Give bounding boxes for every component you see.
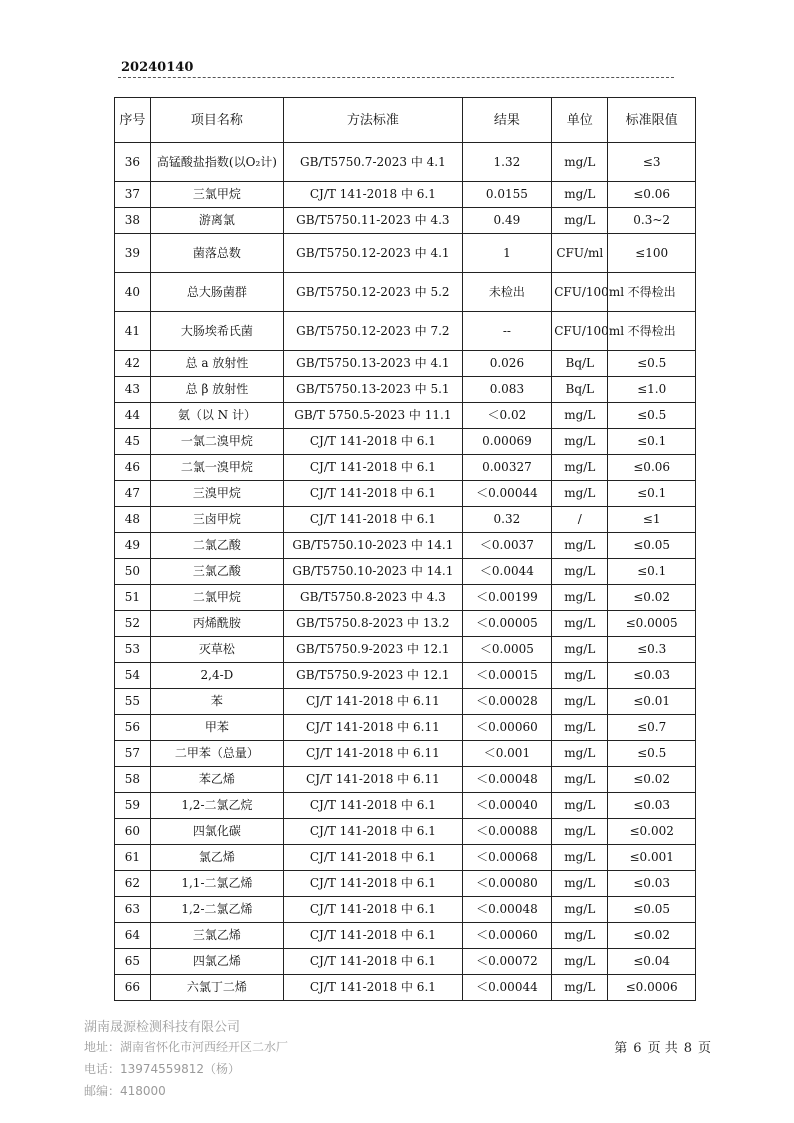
- cell-limit: ≤0.03: [608, 663, 696, 689]
- cell-unit: mg/L: [552, 689, 608, 715]
- table-row: [115, 273, 696, 312]
- cell-limit: ≤0.1: [608, 429, 696, 455]
- cell-limit: ≤0.1: [608, 559, 696, 585]
- footer-company: 湖南晟源检测科技有限公司: [84, 1020, 241, 1035]
- column-header-item: 项目名称: [150, 98, 284, 143]
- table-row: [115, 351, 696, 377]
- cell-name: 一氯二溴甲烷: [150, 429, 284, 455]
- cell-limit: ≤0.02: [608, 923, 696, 949]
- table-row: [115, 611, 696, 637]
- cell-limit: ≤0.001: [608, 845, 696, 871]
- cell-name: 二氯乙酸: [150, 533, 284, 559]
- table-row: [115, 923, 696, 949]
- page-prefix: 第: [614, 1041, 628, 1056]
- table-row: [115, 793, 696, 819]
- table-row: [115, 533, 696, 559]
- cell-name: 三溴甲烷: [150, 481, 284, 507]
- cell-limit: ≤0.06: [608, 455, 696, 481]
- table-row: [115, 377, 696, 403]
- cell-result: 0.00069: [462, 429, 552, 455]
- cell-limit: 0.3~2: [608, 208, 696, 234]
- cell-result: 0.00327: [462, 455, 552, 481]
- cell-limit: ≤0.05: [608, 533, 696, 559]
- cell-unit: mg/L: [552, 455, 608, 481]
- cell-unit: mg/L: [552, 208, 608, 234]
- cell-method: GB/T5750.10-2023 中 14.1: [284, 533, 462, 559]
- page-number: [611, 1037, 714, 1056]
- cell-result: ＜0.00068: [462, 845, 552, 871]
- cell-method: GB/T5750.12-2023 中 7.2: [284, 312, 462, 351]
- page-current: 6: [633, 1041, 642, 1056]
- cell-result: ＜0.0005: [462, 637, 552, 663]
- table-row: [115, 845, 696, 871]
- cell-name: 三卤甲烷: [150, 507, 284, 533]
- footer-phone: 电话：13974559812（杨）: [84, 1062, 240, 1076]
- cell-no: 57: [115, 741, 151, 767]
- cell-no: 46: [115, 455, 151, 481]
- cell-limit: ≤0.06: [608, 182, 696, 208]
- cell-name: 游离氯: [150, 208, 284, 234]
- table-row: [115, 663, 696, 689]
- cell-method: GB/T 5750.5-2023 中 11.1: [284, 403, 462, 429]
- cell-name: 苯乙烯: [150, 767, 284, 793]
- table-row: [115, 975, 696, 1001]
- cell-unit: mg/L: [552, 585, 608, 611]
- cell-method: CJ/T 141-2018 中 6.1: [284, 949, 462, 975]
- cell-no: 49: [115, 533, 151, 559]
- table-row: [115, 403, 696, 429]
- cell-name: 大肠埃希氏菌: [150, 312, 284, 351]
- cell-name: 1,2-二氯乙烯: [150, 897, 284, 923]
- cell-result: ＜0.00088: [462, 819, 552, 845]
- cell-method: CJ/T 141-2018 中 6.11: [284, 767, 462, 793]
- cell-unit: mg/L: [552, 533, 608, 559]
- column-header-unit: 单位: [552, 98, 608, 143]
- cell-name: 二甲苯（总量）: [150, 741, 284, 767]
- cell-name: 总 a 放射性: [150, 351, 284, 377]
- table-row: [115, 689, 696, 715]
- cell-limit: ≤0.02: [608, 585, 696, 611]
- cell-limit: ≤0.5: [608, 403, 696, 429]
- cell-limit: 不得检出: [608, 273, 696, 312]
- cell-result: 1: [462, 234, 552, 273]
- cell-no: 45: [115, 429, 151, 455]
- cell-name: 总 β 放射性: [150, 377, 284, 403]
- report-number: 20240140: [121, 60, 194, 75]
- table-row: [115, 741, 696, 767]
- cell-no: 36: [115, 143, 151, 182]
- cell-method: CJ/T 141-2018 中 6.1: [284, 793, 462, 819]
- table-row: [115, 585, 696, 611]
- table-row: [115, 481, 696, 507]
- table-row: [115, 455, 696, 481]
- cell-name: 2,4-D: [150, 663, 284, 689]
- cell-unit: mg/L: [552, 819, 608, 845]
- cell-limit: 不得检出: [608, 312, 696, 351]
- cell-name: 1,2-二氯乙烷: [150, 793, 284, 819]
- cell-result: --: [462, 312, 552, 351]
- cell-name: 总大肠菌群: [150, 273, 284, 312]
- cell-limit: ≤0.03: [608, 793, 696, 819]
- cell-result: 0.083: [462, 377, 552, 403]
- cell-limit: ≤0.002: [608, 819, 696, 845]
- cell-method: GB/T5750.9-2023 中 12.1: [284, 663, 462, 689]
- cell-name: 六氯丁二烯: [150, 975, 284, 1001]
- cell-result: 0.32: [462, 507, 552, 533]
- cell-name: 丙烯酰胺: [150, 611, 284, 637]
- cell-limit: ≤0.5: [608, 741, 696, 767]
- table-row: [115, 208, 696, 234]
- cell-method: GB/T5750.8-2023 中 4.3: [284, 585, 462, 611]
- cell-unit: /: [552, 507, 608, 533]
- cell-limit: ≤1.0: [608, 377, 696, 403]
- cell-name: 1,1-二氯乙烯: [150, 871, 284, 897]
- cell-unit: mg/L: [552, 741, 608, 767]
- cell-no: 52: [115, 611, 151, 637]
- cell-result: ＜0.00072: [462, 949, 552, 975]
- cell-result: ＜0.0044: [462, 559, 552, 585]
- cell-limit: ≤0.3: [608, 637, 696, 663]
- cell-method: GB/T5750.7-2023 中 4.1: [284, 143, 462, 182]
- cell-method: GB/T5750.12-2023 中 4.1: [284, 234, 462, 273]
- page-middle: 页 共: [647, 1041, 678, 1056]
- cell-name: 高锰酸盐指数(以O₂计): [150, 143, 284, 182]
- cell-limit: ≤0.5: [608, 351, 696, 377]
- cell-method: CJ/T 141-2018 中 6.1: [284, 845, 462, 871]
- footer-postcode: 邮编：418000: [84, 1084, 166, 1098]
- table-row: [115, 637, 696, 663]
- cell-no: 66: [115, 975, 151, 1001]
- table-row: [115, 559, 696, 585]
- cell-result: ＜0.00040: [462, 793, 552, 819]
- cell-method: GB/T5750.8-2023 中 13.2: [284, 611, 462, 637]
- cell-unit: mg/L: [552, 663, 608, 689]
- cell-method: CJ/T 141-2018 中 6.11: [284, 741, 462, 767]
- cell-unit: mg/L: [552, 923, 608, 949]
- cell-unit: mg/L: [552, 715, 608, 741]
- cell-result: 0.026: [462, 351, 552, 377]
- cell-no: 40: [115, 273, 151, 312]
- cell-name: 二氯一溴甲烷: [150, 455, 284, 481]
- cell-name: 灭草松: [150, 637, 284, 663]
- cell-limit: ≤0.03: [608, 871, 696, 897]
- table-row: [115, 312, 696, 351]
- cell-limit: ≤0.0006: [608, 975, 696, 1001]
- cell-no: 50: [115, 559, 151, 585]
- cell-result: ＜0.00080: [462, 871, 552, 897]
- cell-method: GB/T5750.13-2023 中 5.1: [284, 377, 462, 403]
- cell-no: 39: [115, 234, 151, 273]
- cell-method: CJ/T 141-2018 中 6.1: [284, 871, 462, 897]
- cell-unit: mg/L: [552, 845, 608, 871]
- cell-name: 四氯乙烯: [150, 949, 284, 975]
- cell-unit: Bq/L: [552, 377, 608, 403]
- cell-name: 甲苯: [150, 715, 284, 741]
- cell-no: 59: [115, 793, 151, 819]
- cell-unit: CFU/ml: [552, 234, 608, 273]
- cell-unit: mg/L: [552, 143, 608, 182]
- cell-result: ＜0.00199: [462, 585, 552, 611]
- cell-name: 二氯甲烷: [150, 585, 284, 611]
- cell-limit: ≤0.01: [608, 689, 696, 715]
- cell-name: 氨（以 N 计）: [150, 403, 284, 429]
- cell-no: 55: [115, 689, 151, 715]
- cell-no: 60: [115, 819, 151, 845]
- cell-name: 三氯乙酸: [150, 559, 284, 585]
- cell-name: 三氯甲烷: [150, 182, 284, 208]
- cell-result: ＜0.00048: [462, 767, 552, 793]
- cell-result: 未检出: [462, 273, 552, 312]
- cell-method: GB/T5750.11-2023 中 4.3: [284, 208, 462, 234]
- cell-name: 四氯化碳: [150, 819, 284, 845]
- table-row: [115, 819, 696, 845]
- cell-no: 42: [115, 351, 151, 377]
- table-row: [115, 234, 696, 273]
- cell-unit: mg/L: [552, 611, 608, 637]
- table-row: [115, 871, 696, 897]
- cell-result: 1.32: [462, 143, 552, 182]
- table-row: [115, 715, 696, 741]
- cell-no: 62: [115, 871, 151, 897]
- cell-name: 苯: [150, 689, 284, 715]
- cell-limit: ≤3: [608, 143, 696, 182]
- cell-result: ＜0.0037: [462, 533, 552, 559]
- cell-no: 64: [115, 923, 151, 949]
- cell-name: 三氯乙烯: [150, 923, 284, 949]
- cell-method: CJ/T 141-2018 中 6.1: [284, 481, 462, 507]
- cell-method: CJ/T 141-2018 中 6.11: [284, 689, 462, 715]
- cell-method: CJ/T 141-2018 中 6.1: [284, 507, 462, 533]
- cell-no: 65: [115, 949, 151, 975]
- cell-no: 53: [115, 637, 151, 663]
- cell-result: ＜0.00044: [462, 975, 552, 1001]
- cell-method: CJ/T 141-2018 中 6.1: [284, 819, 462, 845]
- cell-result: ＜0.02: [462, 403, 552, 429]
- cell-method: GB/T5750.12-2023 中 5.2: [284, 273, 462, 312]
- cell-method: CJ/T 141-2018 中 6.1: [284, 975, 462, 1001]
- cell-method: CJ/T 141-2018 中 6.1: [284, 897, 462, 923]
- cell-method: GB/T5750.13-2023 中 4.1: [284, 351, 462, 377]
- cell-method: CJ/T 141-2018 中 6.1: [284, 429, 462, 455]
- cell-method: CJ/T 141-2018 中 6.1: [284, 182, 462, 208]
- cell-limit: ≤0.02: [608, 767, 696, 793]
- cell-limit: ≤1: [608, 507, 696, 533]
- table-row: [115, 767, 696, 793]
- cell-method: GB/T5750.9-2023 中 12.1: [284, 637, 462, 663]
- cell-no: 43: [115, 377, 151, 403]
- column-header-method: 方法标准: [284, 98, 462, 143]
- cell-unit: CFU/100ml: [552, 273, 608, 312]
- cell-no: 58: [115, 767, 151, 793]
- table-row: [115, 949, 696, 975]
- cell-no: 48: [115, 507, 151, 533]
- cell-result: ＜0.001: [462, 741, 552, 767]
- table-header-row: [115, 98, 696, 143]
- cell-unit: mg/L: [552, 949, 608, 975]
- footer-address: 地址：湖南省怀化市河西经开区二水厂: [84, 1040, 289, 1054]
- cell-unit: mg/L: [552, 637, 608, 663]
- cell-method: CJ/T 141-2018 中 6.1: [284, 455, 462, 481]
- cell-no: 61: [115, 845, 151, 871]
- cell-no: 41: [115, 312, 151, 351]
- cell-limit: ≤0.04: [608, 949, 696, 975]
- page-total: 8: [683, 1041, 692, 1056]
- cell-name: 氯乙烯: [150, 845, 284, 871]
- cell-method: GB/T5750.10-2023 中 14.1: [284, 559, 462, 585]
- cell-unit: mg/L: [552, 767, 608, 793]
- test-results-table: [114, 97, 696, 1001]
- cell-limit: ≤0.7: [608, 715, 696, 741]
- cell-no: 47: [115, 481, 151, 507]
- cell-no: 44: [115, 403, 151, 429]
- table-row: [115, 182, 696, 208]
- cell-no: 56: [115, 715, 151, 741]
- cell-result: ＜0.00060: [462, 923, 552, 949]
- cell-result: 0.0155: [462, 182, 552, 208]
- cell-result: ＜0.00044: [462, 481, 552, 507]
- table-row: [115, 143, 696, 182]
- cell-limit: ≤100: [608, 234, 696, 273]
- cell-unit: mg/L: [552, 975, 608, 1001]
- cell-no: 38: [115, 208, 151, 234]
- cell-limit: ≤0.1: [608, 481, 696, 507]
- cell-name: 菌落总数: [150, 234, 284, 273]
- cell-result: ＜0.00028: [462, 689, 552, 715]
- cell-unit: mg/L: [552, 429, 608, 455]
- cell-limit: ≤0.05: [608, 897, 696, 923]
- cell-unit: Bq/L: [552, 351, 608, 377]
- column-header-no: 序号: [115, 98, 151, 143]
- cell-method: CJ/T 141-2018 中 6.1: [284, 923, 462, 949]
- cell-unit: mg/L: [552, 559, 608, 585]
- cell-no: 63: [115, 897, 151, 923]
- column-header-limit: 标准限值: [608, 98, 696, 143]
- cell-no: 51: [115, 585, 151, 611]
- header-divider: [118, 77, 674, 78]
- cell-no: 37: [115, 182, 151, 208]
- cell-limit: ≤0.0005: [608, 611, 696, 637]
- cell-result: ＜0.00048: [462, 897, 552, 923]
- cell-result: ＜0.00060: [462, 715, 552, 741]
- cell-unit: CFU/100ml: [552, 312, 608, 351]
- cell-unit: mg/L: [552, 897, 608, 923]
- cell-unit: mg/L: [552, 793, 608, 819]
- cell-method: CJ/T 141-2018 中 6.11: [284, 715, 462, 741]
- table-row: [115, 429, 696, 455]
- cell-unit: mg/L: [552, 403, 608, 429]
- cell-result: ＜0.00015: [462, 663, 552, 689]
- column-header-result: 结果: [462, 98, 552, 143]
- table-row: [115, 897, 696, 923]
- cell-unit: mg/L: [552, 871, 608, 897]
- cell-result: ＜0.00005: [462, 611, 552, 637]
- table-row: [115, 507, 696, 533]
- cell-no: 54: [115, 663, 151, 689]
- cell-unit: mg/L: [552, 481, 608, 507]
- cell-result: 0.49: [462, 208, 552, 234]
- page-suffix: 页: [697, 1041, 711, 1056]
- cell-unit: mg/L: [552, 182, 608, 208]
